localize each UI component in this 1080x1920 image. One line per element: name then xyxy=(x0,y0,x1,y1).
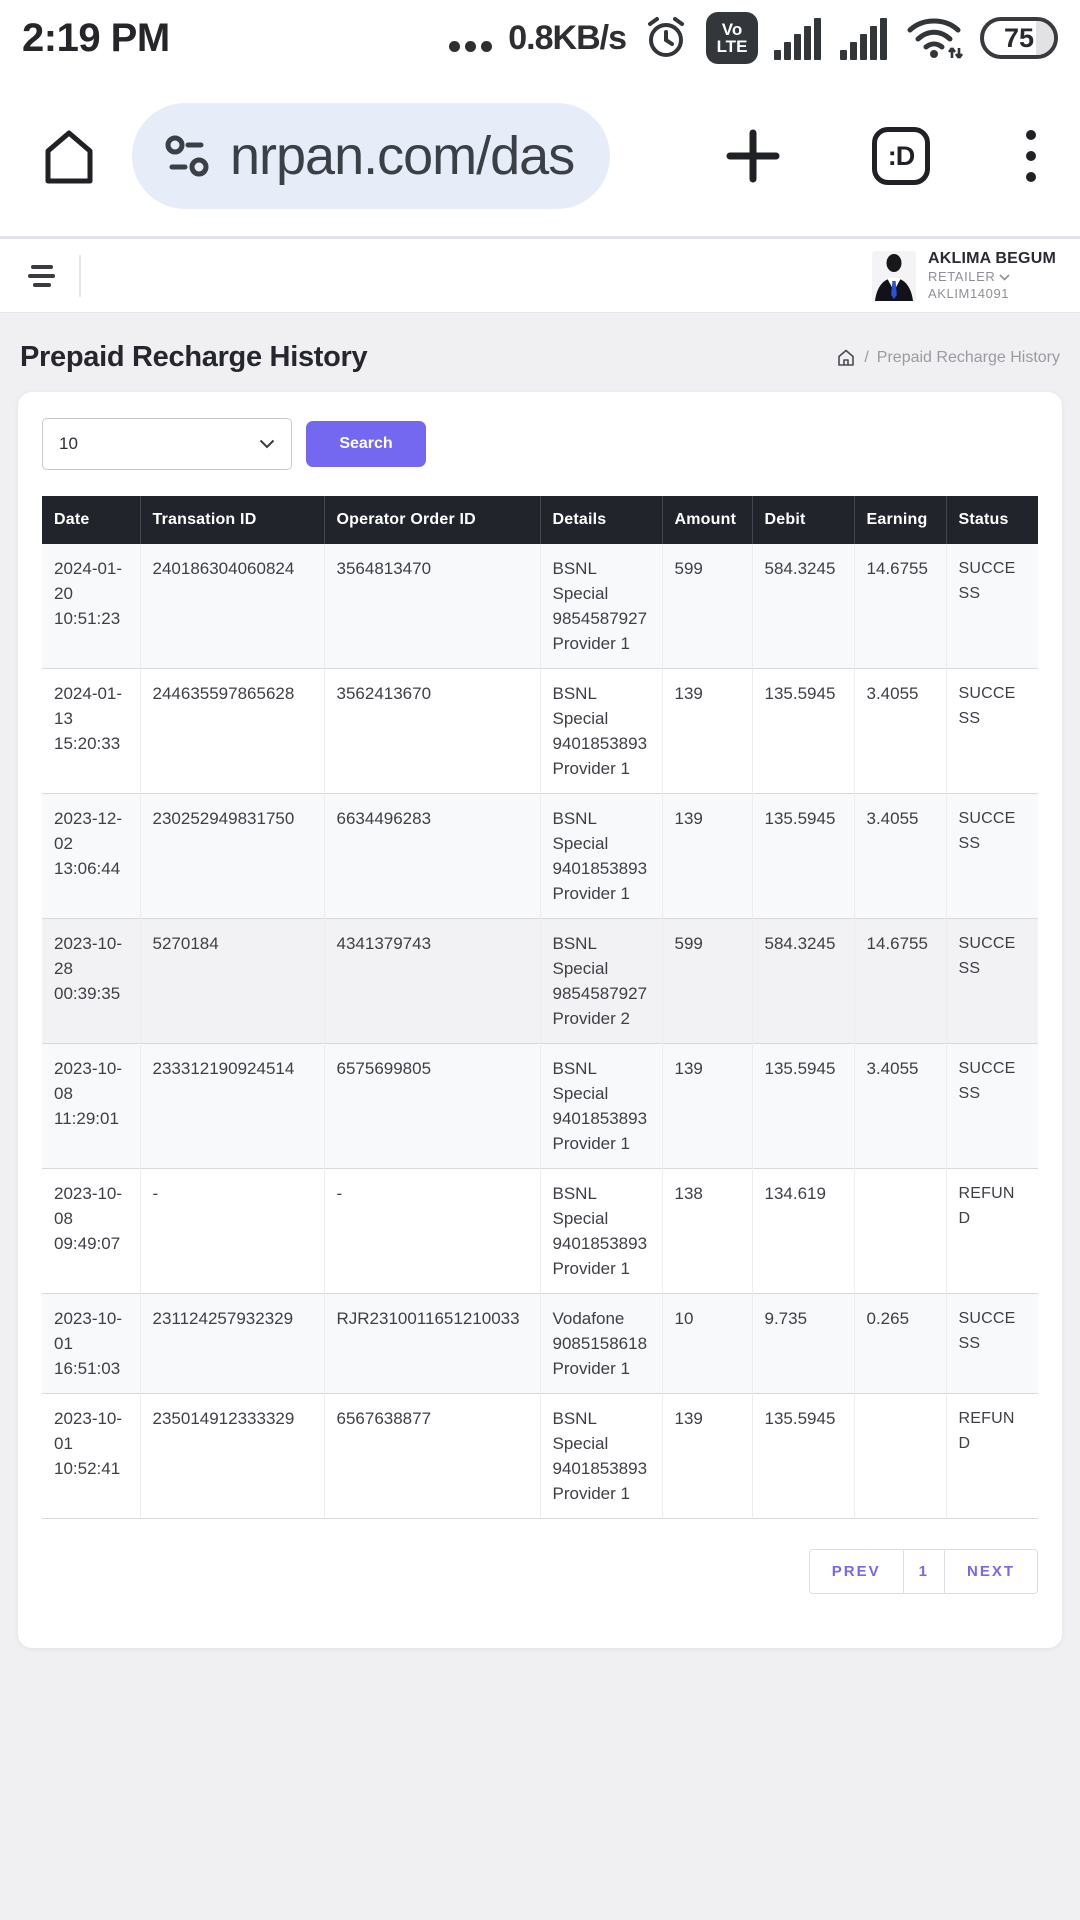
breadcrumb-home-icon[interactable] xyxy=(836,348,856,368)
browser-actions xyxy=(722,125,1044,187)
table-row xyxy=(42,1044,1038,1169)
cell-date: 2024-01-20 10:51:23 xyxy=(42,544,140,669)
next-page-button[interactable]: NEXT xyxy=(944,1549,1038,1594)
battery-percent: 75 xyxy=(1003,22,1035,53)
pagination xyxy=(42,1549,1038,1594)
cell-status: SUCCESS xyxy=(958,1060,1016,1102)
cell-details: BSNL Special 9401853893 Provider 1 xyxy=(540,794,662,919)
cell-debit: 134.619 xyxy=(752,1169,854,1294)
cell-details: BSNL Special 9854587927 Provider 1 xyxy=(540,544,662,669)
cell-date: 2023-10-08 11:29:01 xyxy=(42,1044,140,1169)
cell-details: BSNL Special 9401853893 Provider 1 xyxy=(540,1169,662,1294)
cell-details: Vodafone 9085158618 Provider 1 xyxy=(540,1294,662,1394)
breadcrumb xyxy=(836,348,1060,368)
cell-transaction_id: - xyxy=(140,1169,324,1294)
cell-status: SUCCESS xyxy=(958,685,1016,727)
cell-transaction_id: 231124257932329 xyxy=(140,1294,324,1394)
cell-status: REFUND xyxy=(958,1410,1015,1452)
new-tab-plus-icon[interactable] xyxy=(722,125,784,187)
cell-status: SUCCESS xyxy=(958,810,1016,852)
url-text[interactable]: nrpan.com/das xyxy=(230,126,575,186)
table-row xyxy=(42,669,1038,794)
cell-operator_order_id: 3564813470 xyxy=(324,544,540,669)
cell-amount: 139 xyxy=(662,1394,752,1519)
cell-earning: 0.265 xyxy=(854,1294,946,1394)
cell-debit: 135.5945 xyxy=(752,1044,854,1169)
column-header: Date xyxy=(42,496,140,544)
cell-amount: 139 xyxy=(662,1044,752,1169)
table-row xyxy=(42,1394,1038,1519)
cell-debit: 584.3245 xyxy=(752,919,854,1044)
cell-date: 2023-10-08 09:49:07 xyxy=(42,1169,140,1294)
signal-strength-icon xyxy=(774,16,824,60)
cell-earning xyxy=(854,1169,946,1294)
cell-earning: 3.4055 xyxy=(854,1044,946,1169)
column-header: Transation ID xyxy=(140,496,324,544)
page-size-value: 10 xyxy=(59,434,78,453)
column-header: Debit xyxy=(752,496,854,544)
avatar[interactable] xyxy=(872,251,916,301)
cell-amount: 599 xyxy=(662,544,752,669)
cell-operator_order_id: 6575699805 xyxy=(324,1044,540,1169)
cell-status: SUCCESS xyxy=(958,1310,1016,1352)
cell-debit: 9.735 xyxy=(752,1294,854,1394)
cell-status: REFUND xyxy=(958,1185,1015,1227)
table-row xyxy=(42,1294,1038,1394)
network-activity-dots-icon xyxy=(449,41,492,52)
cell-transaction_id: 230252949831750 xyxy=(140,794,324,919)
cell-date: 2023-12-02 13:06:44 xyxy=(42,794,140,919)
cell-status: SUCCESS xyxy=(958,935,1016,977)
app-header xyxy=(0,239,1080,313)
tab-count-badge: :D xyxy=(887,140,915,171)
network-speed: 0.8KB/s xyxy=(508,18,626,57)
sidebar-toggle-icon[interactable] xyxy=(24,259,59,293)
battery-icon xyxy=(980,17,1058,59)
page-title: Prepaid Recharge History xyxy=(20,341,368,373)
user-menu[interactable] xyxy=(872,249,1056,302)
cell-operator_order_id: 3562413670 xyxy=(324,669,540,794)
status-bar xyxy=(0,0,1080,76)
status-icons xyxy=(449,12,1058,64)
table-row xyxy=(42,794,1038,919)
browser-toolbar xyxy=(0,76,1080,236)
table-row xyxy=(42,919,1038,1044)
alarm-clock-icon xyxy=(642,14,690,62)
user-id: AKLIM14091 xyxy=(927,285,1010,301)
cell-transaction_id: 5270184 xyxy=(140,919,324,1044)
cell-debit: 135.5945 xyxy=(752,1394,854,1519)
cell-earning: 3.4055 xyxy=(854,794,946,919)
column-header: Amount xyxy=(662,496,752,544)
page-title-row xyxy=(0,313,1080,392)
header-divider xyxy=(79,255,81,297)
prev-page-button[interactable]: PREV xyxy=(809,1549,904,1594)
cell-transaction_id: 235014912333329 xyxy=(140,1394,324,1519)
cell-amount: 138 xyxy=(662,1169,752,1294)
table-body xyxy=(42,544,1038,1519)
chevron-down-icon xyxy=(999,274,1010,281)
cell-operator_order_id: - xyxy=(324,1169,540,1294)
table-controls xyxy=(42,418,1038,470)
wifi-icon xyxy=(906,14,964,62)
clock-time: 2:19 PM xyxy=(22,15,170,60)
cell-date: 2023-10-01 10:52:41 xyxy=(42,1394,140,1519)
recharge-history-card xyxy=(18,392,1062,1648)
cell-amount: 139 xyxy=(662,794,752,919)
table-head xyxy=(42,496,1038,544)
tab-switcher-icon[interactable] xyxy=(872,127,930,185)
column-header: Operator Order ID xyxy=(324,496,540,544)
cell-amount: 10 xyxy=(662,1294,752,1394)
cell-earning: 14.6755 xyxy=(854,919,946,1044)
signal-strength-icon-2 xyxy=(840,16,890,60)
page-number-button[interactable]: 1 xyxy=(903,1549,945,1594)
cell-earning: 14.6755 xyxy=(854,544,946,669)
cell-operator_order_id: 6634496283 xyxy=(324,794,540,919)
cell-debit: 584.3245 xyxy=(752,544,854,669)
home-icon[interactable] xyxy=(36,123,102,189)
user-name: AKLIMA BEGUM xyxy=(927,250,1056,268)
cell-transaction_id: 240186304060824 xyxy=(140,544,324,669)
cell-amount: 599 xyxy=(662,919,752,1044)
browser-menu-icon[interactable] xyxy=(1018,126,1044,186)
cell-debit: 135.5945 xyxy=(752,669,854,794)
cell-operator_order_id: 6567638877 xyxy=(324,1394,540,1519)
column-header: Status xyxy=(946,496,1038,544)
table-row xyxy=(42,544,1038,669)
cell-details: BSNL Special 9401853893 Provider 1 xyxy=(540,1044,662,1169)
cell-date: 2023-10-28 00:39:35 xyxy=(42,919,140,1044)
breadcrumb-current: Prepaid Recharge History xyxy=(876,348,1060,366)
search-button[interactable]: Search xyxy=(306,421,426,467)
column-header: Earning xyxy=(854,496,946,544)
user-role[interactable]: RETAILER xyxy=(928,269,1056,285)
cell-transaction_id: 233312190924514 xyxy=(140,1044,324,1169)
page-size-select[interactable] xyxy=(42,418,292,470)
cell-transaction_id: 244635597865628 xyxy=(140,669,324,794)
cell-status: SUCCESS xyxy=(958,560,1016,602)
cell-earning: 3.4055 xyxy=(854,669,946,794)
user-meta xyxy=(928,249,1056,302)
column-header: Details xyxy=(540,496,662,544)
cell-debit: 135.5945 xyxy=(752,794,854,919)
cell-operator_order_id: RJR2310011651210033 xyxy=(324,1294,540,1394)
cell-date: 2024-01-13 15:20:33 xyxy=(42,669,140,794)
cell-details: BSNL Special 9854587927 Provider 2 xyxy=(540,919,662,1044)
cell-operator_order_id: 4341379743 xyxy=(324,919,540,1044)
cell-amount: 139 xyxy=(662,669,752,794)
cell-details: BSNL Special 9401853893 Provider 1 xyxy=(540,1394,662,1519)
breadcrumb-separator: / xyxy=(864,348,869,366)
cell-details: BSNL Special 9401853893 Provider 1 xyxy=(540,669,662,794)
volte-icon: Vo LTE xyxy=(706,12,758,64)
cell-date: 2023-10-01 16:51:03 xyxy=(42,1294,140,1394)
table-header-row xyxy=(42,496,1038,544)
table-row xyxy=(42,1169,1038,1294)
address-bar[interactable] xyxy=(132,103,610,209)
select-chevron-icon xyxy=(259,439,275,449)
cell-earning xyxy=(854,1394,946,1519)
site-settings-icon[interactable] xyxy=(158,127,216,185)
recharge-history-table xyxy=(42,496,1038,1519)
